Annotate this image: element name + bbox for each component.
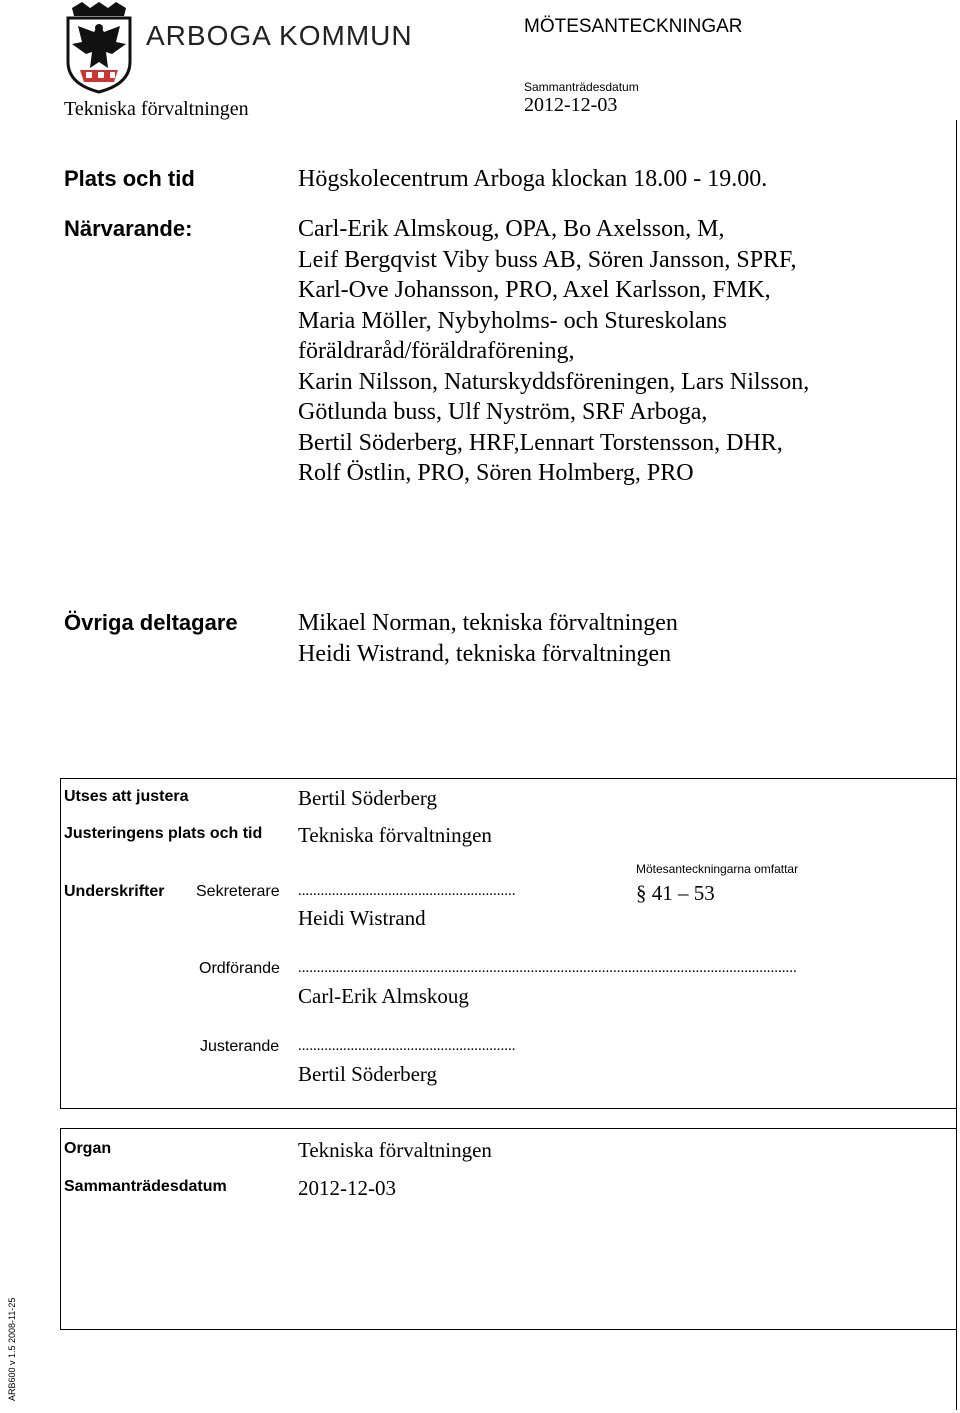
chair-signature-line: ..................................................................................................................................... (298, 960, 797, 976)
scope-value: § 41 – 53 (636, 881, 715, 905)
present-line: Götlunda buss, Ulf Nyström, SRF Arboga, (298, 399, 708, 425)
present-line: Karin Nilsson, Naturskyddsföreningen, Lars Nilsson, (298, 368, 810, 395)
signing-box-bottom (60, 1108, 957, 1109)
present-line: Karl-Ove Johansson, PRO, Axel Karlsson, FMK, (298, 277, 771, 303)
adjuster-label: Justerande (200, 1038, 280, 1055)
others-label: Övriga deltagare (64, 610, 238, 635)
signing-box-left (60, 778, 61, 1109)
present-label: Närvarande: (64, 216, 193, 241)
meeting-date-label: Sammanträdesdatum (524, 80, 639, 94)
present-line: föräldraråd/föräldraförening, (298, 338, 575, 364)
signing-box-top (60, 778, 957, 779)
present-line: Carl-Erik Almskoug, OPA, Bo Axelsson, M, (298, 216, 725, 242)
adjust-value: Bertil Söderberg (298, 786, 438, 810)
chair-label: Ordförande (199, 960, 280, 977)
secretary-signature-line: .......................................................... (298, 883, 516, 899)
footer-box-left (60, 1128, 61, 1330)
document-type: MÖTESANTECKNINGAR (524, 16, 743, 37)
meeting-date-value: 2012-12-03 (524, 94, 618, 116)
others-line: Heidi Wistrand, tekniska förvaltningen (298, 640, 672, 667)
footer-date-label: Sammanträdesdatum (64, 1178, 227, 1195)
adjust-label: Utses att justera (64, 788, 189, 805)
chair-name: Carl-Erik Almskoug (298, 984, 469, 1008)
present-line: Rolf Östlin, PRO, Sören Holmberg, PRO (298, 460, 694, 486)
adjuster-signature-line: .......................................................... (298, 1038, 516, 1054)
coat-of-arms-eagle-icon (64, 2, 134, 94)
scope-label: Mötesanteckningarna omfattar (636, 862, 799, 876)
adjust-place-value: Tekniska förvaltningen (298, 823, 492, 847)
present-list (298, 214, 948, 489)
place-value: Högskolecentrum Arboga klockan 18.00 - 19.00. (298, 166, 768, 192)
secretary-name: Heidi Wistrand (298, 906, 426, 930)
others-line: Mikael Norman, tekniska förvaltningen (298, 610, 678, 636)
organ-value: Tekniska förvaltningen (298, 1138, 492, 1162)
municipality-name: ARBOGA KOMMUN (146, 20, 413, 51)
organ-label: Organ (64, 1140, 112, 1157)
footer-box-bottom (60, 1329, 957, 1330)
signatures-label: Underskrifter (64, 883, 165, 900)
place-label: Plats och tid (64, 166, 195, 191)
secretary-label: Sekreterare (196, 883, 280, 900)
right-border-line (956, 120, 957, 1410)
footer-date-value: 2012-12-03 (298, 1176, 396, 1200)
present-line: Maria Möller, Nybyholms- och Stureskolans (298, 307, 727, 334)
present-line: Bertil Söderberg, HRF,Lennart Torstensson, DHR, (298, 429, 783, 456)
version-stamp: ARB600 v 1.5 2008-11-25 (7, 1297, 17, 1401)
others-list (298, 608, 678, 669)
footer-box-top (60, 1128, 957, 1129)
adjuster-name: Bertil Söderberg (298, 1062, 438, 1086)
department-header: Tekniska förvaltningen (64, 98, 249, 120)
adjust-place-label: Justeringens plats och tid (64, 825, 263, 842)
present-line: Leif Bergqvist Viby buss AB, Sören Jansson, SPRF, (298, 246, 797, 273)
